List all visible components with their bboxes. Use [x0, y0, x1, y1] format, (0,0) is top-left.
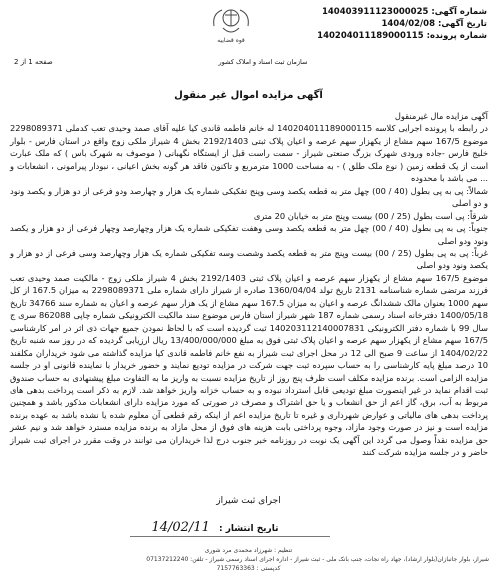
announcement-date: 1404/02/08 — [381, 19, 435, 29]
file-number-label: شماره پرونده: — [426, 31, 487, 41]
letterhead — [0, 0, 497, 72]
emblem-caption: قوه قضاییه — [217, 37, 245, 44]
footer — [8, 546, 489, 573]
signature-block: اجرای ثبت شیراز — [216, 496, 281, 506]
publication-date-value: 14/02/11 — [151, 520, 210, 535]
footer-postal-code: کدپستی : 7157763363 — [216, 565, 281, 572]
document-title: آگهی مزایده اموال غیر منقول — [174, 90, 323, 101]
body-paragraph: شمالاً: پی به پی بطول (40 / 00) چهل متر به قطعه یکصد وسی وپنج تفکیکی شماره یک هزار و چهارصد ودو فرعی از دو هزار و یکصد ونود و دو اصلی — [10, 185, 488, 209]
announcement-date-label: تاریخ آگهی: — [437, 19, 487, 29]
footer-prepared-by: تنظیم : شهرزاد محمدی مرد شوری — [204, 547, 293, 554]
announcement-number-row — [317, 6, 487, 18]
announcement-date-row — [317, 18, 487, 30]
file-number: 140204011189000115 — [317, 31, 424, 41]
body-paragraph: غرباً: پی به پی بطول (25 / 00) بیست وپنج متر به قطعه یکصد وشصت وسه تفکیکی شماره یک هزار وچهارصد وسی فرعی از دو هزار و یکصد ونود ودو اصلی — [10, 247, 488, 271]
body-paragraph: شرقاً: پی است بطول (25 / 00) بیست وپنج متر به خیابان 20 متری — [253, 210, 488, 221]
announcement-number-label: شماره آگهی: — [431, 7, 487, 17]
file-number-row — [317, 30, 487, 42]
publication-date-label: تاریخ انتشار : — [218, 524, 279, 534]
publication-date — [90, 516, 340, 535]
announcement-number: 140403911123000025 — [321, 7, 429, 17]
body-paragraph: آگهی مزایده مال غیرمنقول — [394, 111, 488, 121]
document-body — [10, 110, 488, 459]
page-number: صفحه 1 از 2 — [14, 58, 53, 66]
footer-divider — [130, 536, 330, 537]
announcement-meta — [317, 6, 487, 42]
body-paragraph: جنوباً: پی به پی بطول (40 / 00) چهل متر به قطعه یکصد وسی وهفت تفکیکی شماره یک هزار وچهارصد وچهار فرعی از دو هزار و یکصد ونود ودو اصلی — [10, 223, 488, 246]
org-name: سازمان ثبت اسناد و املاک کشور — [218, 58, 308, 66]
body-paragraph: در رابطه با پرونده اجرایی کلاسه 140204011189000115 له خانم فاطمه قاندی کیا علیه آقای صمد وحیدی تعب کدملی 2298089371 موضوع 167/5 سهم مشاع از یکهزار سهم عرصه و اعیان پلاک ثبتی 2192/1403 بخش 4 شیراز ملکی زوج واقع در استان فارس - بلوار خلیج فارس -جاده ورودی شهرک بزرگ صنعتی شیراز - سمت راست قبل از ایستگاه نگهبانی ( موصوف به شهرک باس ) که ملک عبارت است از یک قطعه زمین ( نوع ملک طلق ) - به مساحت 1000 مترمربع و تاکنون فاقد هر گونه بخش اعیانی ، نبودار پیرامونی ، انشعابات و ... می باشد با محدوده — [10, 123, 489, 184]
judiciary-emblem-icon — [208, 6, 254, 46]
footer-address: شیراز، بلوار جانبازان(بلوار ارشاد)، جهاد راه نجات، جنب بانک ملی - ثبت شیراز - اداره اجرای اسناد رسمی شیراز - تلفن: 07137212240 — [146, 556, 489, 563]
body-paragraph: موضوع 167/5 سهم مشاع از یکهزار سهم عرصه و اعیان پلاک ثبتی 2192/1403 بخش 4 شیراز ملکی زوج - مالکیت صمد وحیدی تعب فرزند مرتضی شماره شناسنامه 2131 تاریخ تولد 1360/04/04 صادره از شیراز دارای شماره ملی 2298089371 به میزان 167.5 از کل سهم 1000 بعنوان مالک ششدانگ عرصه و اعیان به میزان 167.5 سهم مشاع از یک هزار سهم عرصه و اعیان به شماره سند 34766 تاریخ 1400/05/18 دفترخانه اسناد رسمی شماره 187 شهر شیراز استان فارس موضوع سند مالکیت الکترونیکی شماره چاپی 862088 سری ج سال 99 با شماره دفتر الکترونیکی 140203112140007831 ثبت گردیده است که با لحاظ نمودن جمیع جهات ذی اثر در امر کارشناسی 167/5 سهم مشاع از یکهزار سهم عرصه و اعیان پلاک ثبتی فوق به مبلغ 13/400/000/000 ریال ارزیابی گردیده که در روز سه شنبه تاریخ 1404/02/22 از ساعت 9 صبح الی 12 در محل اجرای ثبت شیراز به نفع خانم فاطمه قاندی کیا مزایده گذاشته می شود خریداران مکلفند 10 درصد مبلغ پایه کارشناسی را به حساب سپرده ثبت جهت شرکت در مزایده تودیع نمایند و حضور خریدار با نماینده قانونی او در جلسه مزایده الزامی است. برنده مزایده مکلف است ظرف پنج روز از تاریخ مزایده نسبت به واریز ما به التفاوت مبلغ پیشنهادی به حساب صندوق ثبت اقدام نماید در غیر اینصورت مبلغ تودیعی قابل استرداد نبوده و به حساب خزانه واریز خواهد شد. لازم به ذکر است پرداخت بدهی های مربوط به آب، برق، گاز اعم از حق انشعاب و یا حق اشتراک و مصرف در صورتی که مورد مزایده دارای انشعابات مذکور باشد و همچنین پرداخت بدهی های مالیاتی و عوارض شهرداری و غیره تا تاریخ مزایده اعم از اینکه رقم قطعی آن معلوم شده یا نشده باشد به عهده برنده مزایده است و نیز در صورت وجود مازاد، وجوه پرداختی بابت هزینه های فوق از محل مازاد به برنده مزایده مسترد خواهد شد و نیم عشر حق مزایده نقداً وصول می گردد این آگهی یک نوبت در روزنامه خبر جنوب درج لذا خریداران می توانند در وقت مقرر در اجرای ثبت شیراز حاضر و در جلسه مزایده شرکت کنند — [10, 272, 488, 458]
